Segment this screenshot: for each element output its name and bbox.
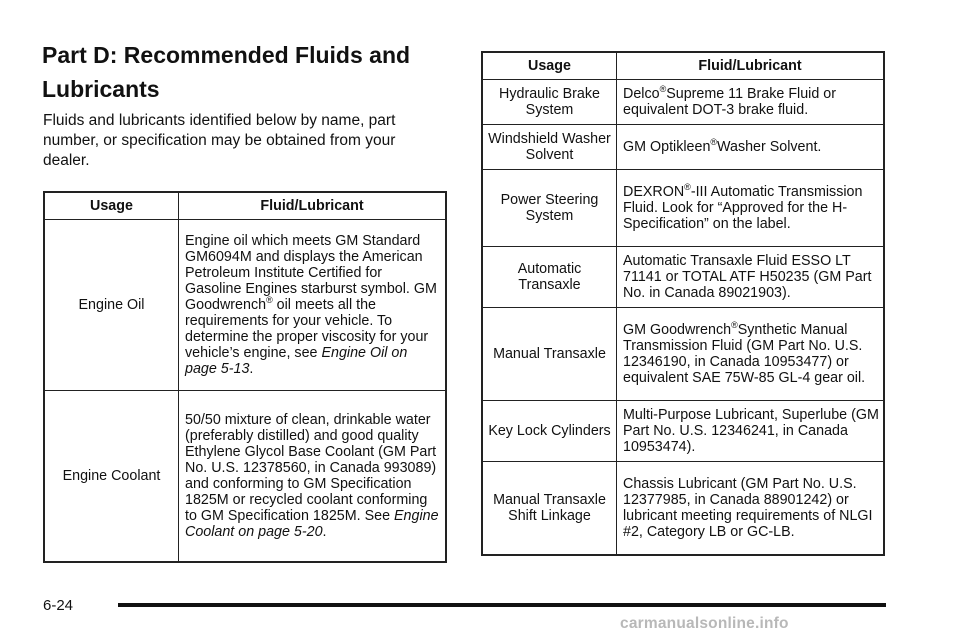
- registered-mark: ®: [710, 137, 718, 147]
- page-reference: Engine Coolant on page 5-20: [185, 508, 439, 540]
- fluid-text: GM Optikleen: [623, 139, 711, 155]
- fluid-text: Synthetic Manual Transmission Fluid (GM Part No. U.S. 12346190, in Canada 10953477) or equivalent SAE 75W-85 GL-4 gear oil.: [623, 322, 866, 386]
- fluid-text: DEXRON: [623, 184, 685, 200]
- footer-rule: [118, 603, 886, 607]
- fluid-text: .: [249, 361, 254, 377]
- page-reference: Engine Oil on page 5-13: [185, 345, 408, 377]
- registered-mark: ®: [266, 295, 273, 305]
- fluid-text: Delco: [623, 86, 660, 102]
- fluid-cell: [617, 170, 885, 247]
- usage-cell: Engine Coolant: [44, 391, 179, 563]
- fluid-cell: [617, 308, 885, 401]
- usage-cell: Manual Transaxle Shift Linkage: [482, 462, 617, 556]
- watermark: carmanualsonline.info: [620, 615, 789, 632]
- usage-cell: Automatic Transaxle: [482, 247, 617, 308]
- table-row: [482, 247, 884, 308]
- usage-cell: Windshield Washer Solvent: [482, 125, 617, 170]
- fluid-cell: Chassis Lubricant (GM Part No. U.S. 12377985, in Canada 88901242) or lubricant meeting requirements of NLGI #2, Category LB or GC-LB.: [617, 462, 885, 556]
- fluid-cell: [617, 80, 885, 125]
- fluid-cell: [179, 220, 447, 391]
- fluid-text: .: [322, 524, 327, 540]
- fluid-text: -III Automatic Transmission Fluid. Look for “Approved for the H-Specification” on the label.: [623, 184, 863, 232]
- page-number: 6-24: [43, 597, 74, 614]
- fluid-text: Washer Solvent.: [717, 139, 822, 155]
- registered-mark: ®: [684, 182, 691, 192]
- usage-cell: Engine Oil: [44, 220, 179, 391]
- usage-cell: Manual Transaxle: [482, 308, 617, 401]
- usage-cell: Power Steering System: [482, 170, 617, 247]
- page-title: Part D: Recommended Fluids and Lubricants: [42, 42, 411, 102]
- usage-column-header: Usage: [44, 192, 179, 220]
- table-row: [482, 125, 884, 170]
- fluids-table-left: [43, 191, 447, 563]
- fluid-text: oil meets all the requirements for your vehicle. To determine the proper viscosity for your vehicle’s engine, see: [185, 297, 429, 361]
- table-row: [44, 220, 446, 391]
- fluid-cell: Multi-Purpose Lubricant, Superlube (GM Part No. U.S. 12346241, in Canada 10953474).: [617, 401, 885, 462]
- usage-column-header: Usage: [482, 52, 617, 80]
- fluid-text: Supreme 11 Brake Fluid or equivalent DOT-3 brake fluid.: [623, 86, 836, 118]
- usage-cell: Hydraulic Brake System: [482, 80, 617, 125]
- table-row: [482, 401, 884, 462]
- table-row: [482, 170, 884, 247]
- fluid-text: Engine oil which meets GM Standard GM6094M and displays the American Petroleum Institute Certified for Gasoline Engines starburst symbol. GM Goodwrench: [185, 233, 437, 313]
- table-row: [482, 308, 884, 401]
- fluid-cell: [179, 391, 447, 563]
- fluid-cell: Automatic Transaxle Fluid ESSO LT 71141 or TOTAL ATF H50235 (GM Part No. in Canada 89021903).: [617, 247, 885, 308]
- table-row: [482, 462, 884, 556]
- table-header-row: [482, 52, 884, 80]
- fluid-column-header: Fluid/Lubricant: [179, 192, 447, 220]
- table-header-row: [44, 192, 446, 220]
- registered-mark: ®: [731, 320, 738, 330]
- table-row: [482, 80, 884, 125]
- fluid-text: GM Goodwrench: [623, 322, 732, 338]
- intro-paragraph: Fluids and lubricants identified below by name, part number, or specification may be obtained from your dealer.: [43, 112, 396, 169]
- fluid-column-header: Fluid/Lubricant: [617, 52, 885, 80]
- registered-mark: ®: [659, 84, 667, 94]
- usage-cell: Key Lock Cylinders: [482, 401, 617, 462]
- fluids-table-right: [481, 51, 885, 556]
- fluid-text: 50/50 mixture of clean, drinkable water (preferably distilled) and good quality Ethylene Glycol Base Coolant (GM Part No. U.S. 12378560, in Canada 993089) and conforming to GM Specification 1825M or recycled coolant conforming to GM Specification 1825M. See: [185, 412, 437, 524]
- fluid-cell: [617, 125, 885, 170]
- table-row: [44, 391, 446, 563]
